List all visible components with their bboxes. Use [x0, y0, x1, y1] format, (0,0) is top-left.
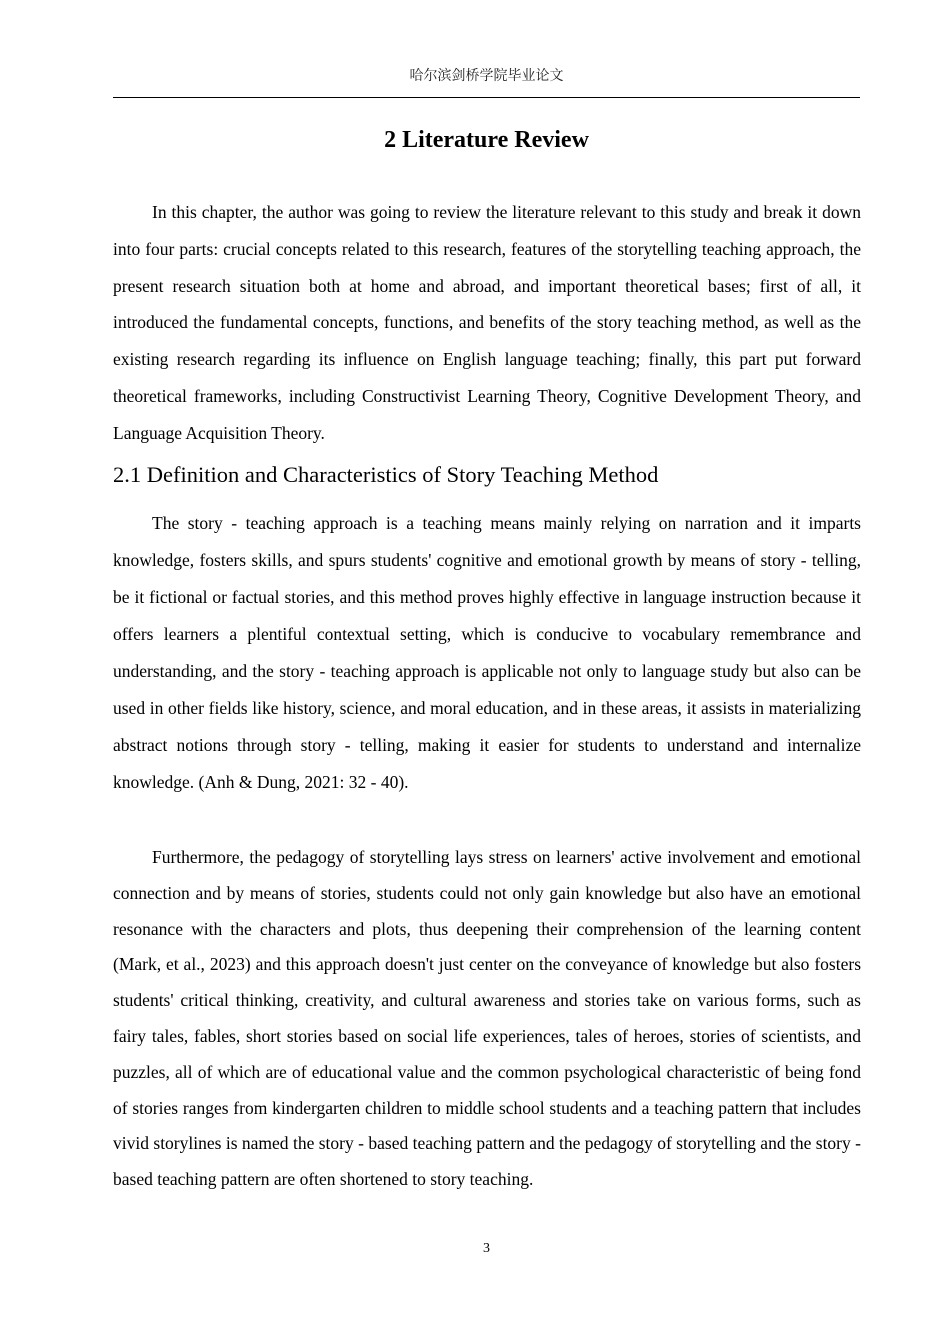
- intro-paragraph: In this chapter, the author was going to review the literature relevant to this study and break it down into four parts: crucial concepts related to this research, features of the storytelling teaching approach, the present research situation both at home and abroad, and important theoretical bases; first of all, it introduced the fundamental concepts, functions, and benefits of the story teaching method, as well as the existing research regarding its influence on English language teaching; finally, this part put forward theoretical frameworks, including Constructivist Learning Theory, Cognitive Development Theory, and Language Acquisition Theory.: [113, 202, 861, 443]
- chapter-title: 2 Literature Review: [384, 127, 589, 153]
- header-divider: [113, 97, 860, 98]
- page-number: 3: [483, 1241, 490, 1256]
- running-header: 哈尔滨剑桥学院毕业论文: [409, 68, 564, 84]
- section-heading: 2.1 Definition and Characteristics of Story Teaching Method: [113, 462, 659, 487]
- body-paragraph: Furthermore, the pedagogy of storytelling lays stress on learners' active involvement and emotional connection and by means of stories, students could not only gain knowledge but also have an emotional resonance with the characters and plots, thus deepening their comprehension of the learning content (Mark, et al., 2023) and this approach doesn't just center on the conveyance of knowledge but also fosters students' critical thinking, creativity, and cultural awareness and stories take on various forms, such as fairy tales, fables, short stories based on social life experiences, tales of heroes, stories of scientists, and puzzles, all of which are of educational value and the common psychological characteristic of being fond of stories ranges from kindergarten children to middle school students and a teaching pattern that includes vivid storylines is named the story - based teaching pattern and the pedagogy of storytelling and the story - based teaching pattern are often shortened to story teaching.: [113, 847, 861, 1190]
- body-paragraph: The story - teaching approach is a teaching means mainly relying on narration and it imparts knowledge, fosters skills, and spurs students' cognitive and emotional growth by means of story - telling, be it fictional or factual stories, and this method proves highly effective in language instruction because it offers learners a plentiful contextual setting, which is conducive to vocabulary remembrance and understanding, and the story - teaching approach is applicable not only to language study but also can be used in other fields like history, science, and moral education, and in these areas, it assists in materializing abstract notions through story - telling, making it easier for students to understand and internalize knowledge. (Anh & Dung, 2021: 32 - 40).: [113, 513, 861, 792]
